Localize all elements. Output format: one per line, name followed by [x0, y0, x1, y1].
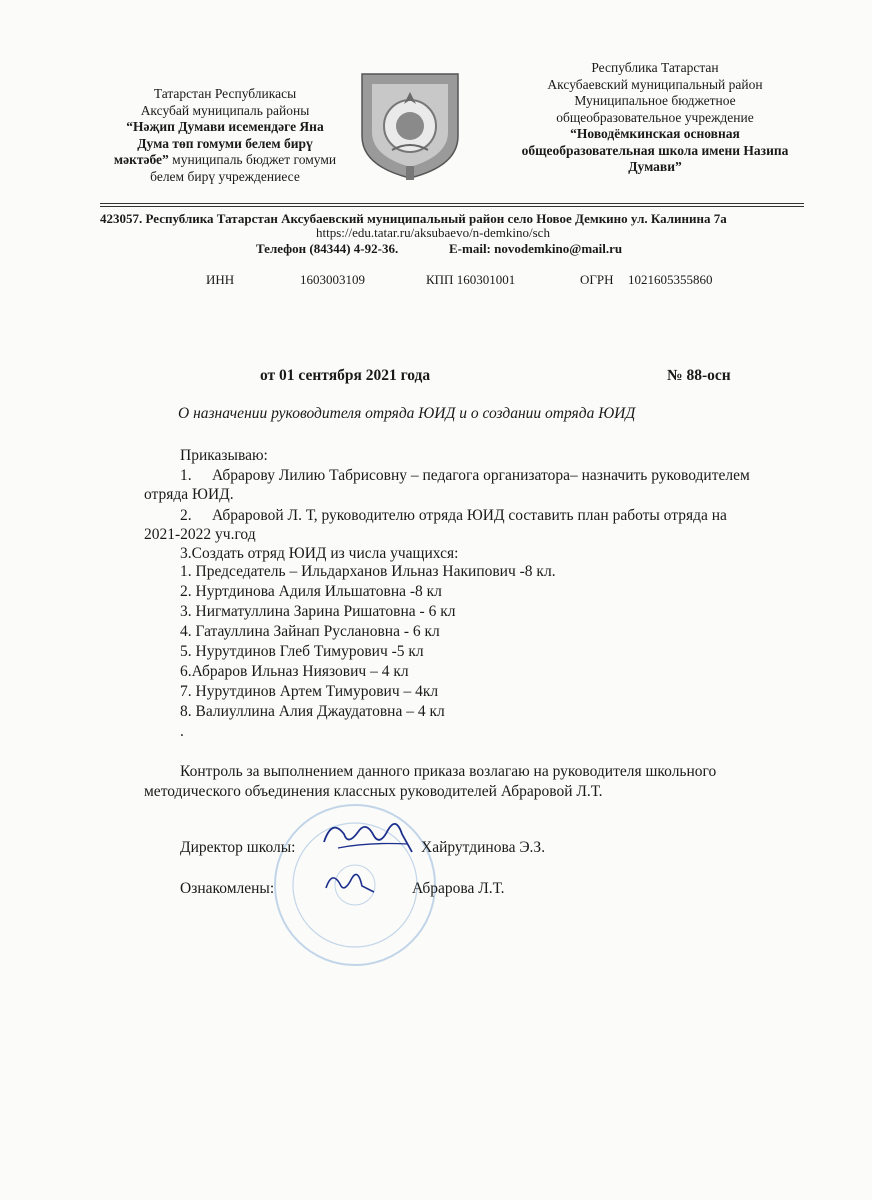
item-text: 2021-2022 уч.год — [144, 526, 256, 543]
ogrn-value: 1021605355860 — [628, 272, 713, 287]
header-left-line: белем бирү учреждениесе — [150, 168, 300, 184]
list-item: 3. Нигматуллина Зарина Ришатовна - 6 кл — [180, 603, 456, 620]
header-left-line: Аксубай муниципаль районы — [140, 102, 310, 118]
inn-label: ИНН — [206, 272, 235, 287]
item-number: 1. — [180, 467, 192, 484]
header-right-line: Аксубаевский муниципальный район — [547, 76, 763, 92]
control-text: Контроль за выполнением данного приказа возлагаю на руководителя школьного — [180, 763, 717, 780]
header-left-line: Татарстан Республикасы — [153, 86, 297, 101]
website: https://edu.tatar.ru/aksubaevo/n-demkino/sch — [316, 225, 550, 240]
item-number: 2. — [180, 507, 192, 524]
header-right-line: общеобразовательная школа имени Назипа — [521, 142, 789, 158]
order-title: О назначении руководителя отряда ЮИД и о создании отряда ЮИД — [178, 405, 636, 422]
header-rule-bottom — [100, 206, 804, 207]
header-left-rest: муниципаль бюджет гомуми — [168, 152, 337, 167]
header-left — [95, 86, 355, 185]
header-rule-top — [100, 203, 804, 204]
list-item: 5. Нурутдинов Глеб Тимурович -5 кл — [180, 643, 424, 660]
email: E-mail: novodemkino@mail.ru — [449, 241, 623, 256]
acquainted-signature — [322, 866, 382, 907]
address: 423057. Республика Татарстан Аксубаевский муниципальный район село Новое Демкино ул. Калинина 7а — [100, 211, 727, 226]
phone: Телефон (84344) 4-92-36. — [256, 241, 399, 256]
item-text: Абраровой Л. Т, руководителю отряда ЮИД составить план работы отряда на — [212, 507, 727, 524]
item-text: отряда ЮИД. — [144, 486, 234, 503]
director-name: Хайрутдинова Э.З. — [421, 839, 546, 856]
header-right-line: Муниципальное бюджетное — [574, 93, 736, 108]
header-right-line: Республика Татарстан — [591, 60, 719, 75]
item-text: Абрарову Лилию Табрисовну – педагога организатора– назначить руководителем — [212, 467, 750, 484]
inn-value: 1603003109 — [300, 272, 365, 287]
item-text: 3.Создать отряд ЮИД из числа учащихся: — [180, 545, 459, 562]
header-right — [500, 60, 810, 176]
list-item: 8. Валиуллина Алия Джаудатовна – 4 кл — [180, 703, 445, 720]
header-right-line: общеобразовательное учреждение — [556, 109, 754, 125]
list-item: 6.Абраров Ильназ Ниязович – 4 кл — [180, 663, 409, 680]
control-text: методического объединения классных руководителей Абраровой Л.Т. — [144, 783, 603, 800]
acquainted-label: Ознакомлены: — [180, 880, 275, 897]
director-signature — [318, 812, 418, 867]
order-date: от 01 сентября 2021 года — [260, 367, 431, 384]
header-left-line: Дума төп гомуми белем бирү — [137, 135, 313, 151]
list-item: 7. Нурутдинов Артем Тимурович – 4кл — [180, 683, 439, 700]
ogrn-label: ОГРН — [580, 272, 614, 287]
list-end-dot: . — [180, 723, 184, 740]
kpp: КПП 160301001 — [426, 272, 516, 287]
header-left-bold: мәктәбе” — [113, 152, 169, 167]
student-list — [180, 563, 556, 743]
coat-of-arms-emblem — [358, 70, 462, 182]
order-number: № 88-осн — [667, 367, 731, 384]
header-right-line: Думави” — [628, 159, 682, 174]
list-item: 1. Председатель – Ильдарханов Ильназ Накипович -8 кл. — [180, 563, 556, 580]
list-item: 2. Нуртдинова Адиля Ильшатовна -8 кл — [180, 583, 442, 600]
acquainted-name: Абрарова Л.Т. — [412, 880, 505, 897]
header-left-line: “Нәҗип Думави исемендәге Яна — [126, 119, 324, 134]
list-item: 4. Гатауллина Зайнап Руслановна - 6 кл — [180, 623, 440, 640]
header-left-line — [95, 152, 355, 169]
intro: Приказываю: — [180, 447, 268, 464]
director-label: Директор школы: — [180, 839, 296, 856]
header-right-line: “Новодёмкинская основная — [570, 126, 740, 141]
